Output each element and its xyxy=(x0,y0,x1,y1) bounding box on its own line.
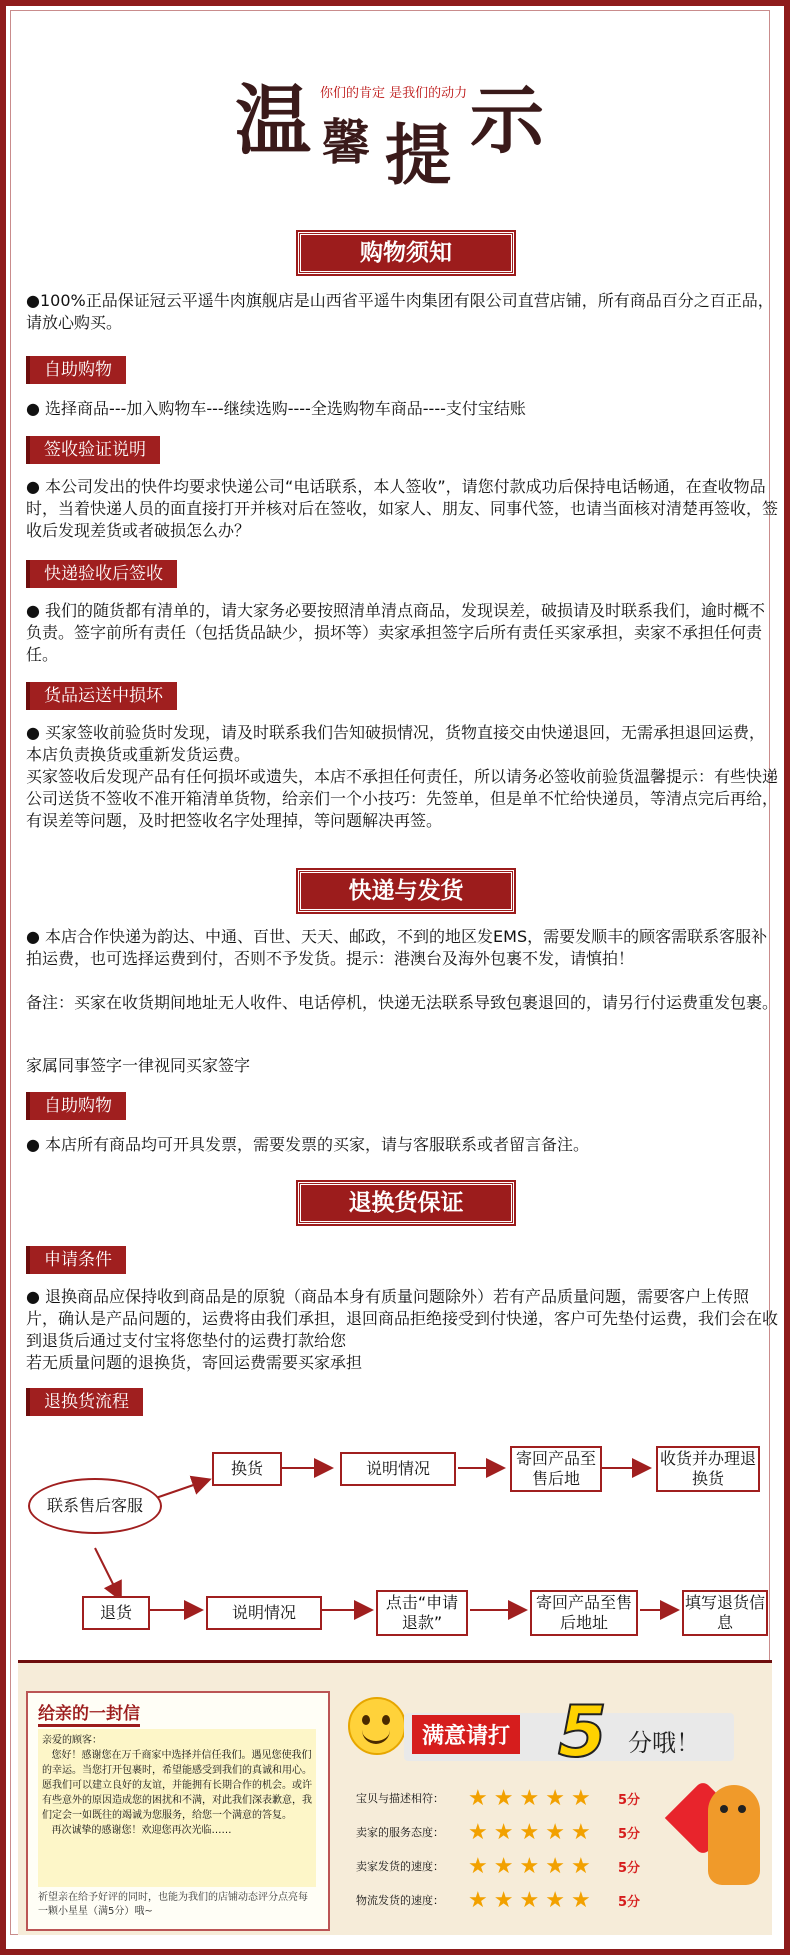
stars-icon: ★ ★ ★ ★ ★ xyxy=(468,1819,591,1845)
mascot-icon xyxy=(708,1785,760,1885)
title-char-3: 提 xyxy=(385,116,451,194)
rating-row xyxy=(356,1781,666,1815)
title-subtitle: 你们的肯定 是我们的动力 xyxy=(320,86,468,101)
letter-body: 亲爱的顾客： 您好！感谢您在万千商家中选择并信任我们。遇见您使我们的幸运。当您打开包裹时，希望能感受到我们的真诚和用心。愿我们可以建立良好的友谊，并能拥有长期合作的机会。或许有些意外的原因造成您的困扰和不满，对此我们深表歉意，我们定会一如既往的竭诚为您服务，给您一个满意的答复。 再次诚挚的感谢您！欢迎您再次光临…… xyxy=(38,1729,316,1887)
title-char-1: 温 xyxy=(235,76,311,165)
conditions-text: ● 退换商品应保持收到商品是的原貌（商品本身有质量问题除外）若有产品质量问题，需要客户上传照片，确认是产品问题的，运费将由我们承担，退回商品拒绝接受到付快递，客户可先垫付运费，我们会在收到退货后通过支付宝将您垫付的运费打款给您 xyxy=(26,1287,779,1350)
sign-tag: 签收验证说明 xyxy=(26,436,160,464)
damage-text-2: 买家签收后发现产品有任何损坏或遗失，本店不承担任何责任，所以请务必签收前验货温馨提示：有些快递公司送货不签收不准开箱清单货物，给亲们一个小技巧：先签单，但是单不忙给快递员，等清点完后再给，有误差等问题，及时把签收名字处理掉，等问题解决再签。 xyxy=(26,767,779,830)
shopping-banner: 购物须知 xyxy=(298,232,514,274)
rating-row xyxy=(356,1849,666,1883)
rating-big-number: 5 xyxy=(558,1691,607,1773)
flow-refund-4: 寄回产品至售后地址 xyxy=(530,1590,638,1636)
self-service-text: ● 选择商品---加入购物车---继续选购----全选购物车商品----支付宝结账 xyxy=(26,399,526,418)
rating-label: 卖家发货的速度： xyxy=(356,1860,444,1873)
invoice-text: ● 本店所有商品均可开具发票，需要发票的买家，请与客服联系或者留言备注。 xyxy=(26,1135,590,1154)
shopping-intro: ●100%正品保证冠云平遥牛肉旗舰店是山西省平遥牛肉集团有限公司直营店铺，所有商品百分之百正品，请放心购买。 xyxy=(26,291,774,332)
title-char-2: 馨 xyxy=(322,115,371,171)
letter-title: 给亲的一封信 xyxy=(38,1699,140,1727)
self-service-tag: 自助购物 xyxy=(26,356,126,384)
rating-title-pre: 满意请打 xyxy=(412,1715,520,1754)
conditions-text-2: 若无质量问题的退换货，寄回运费需要买家承担 xyxy=(26,1353,363,1372)
invoice-tag: 自助购物 xyxy=(26,1092,126,1120)
flow-refund-2: 说明情况 xyxy=(206,1596,322,1630)
letter-card xyxy=(26,1691,330,1931)
rating-title-post: 分哦！ xyxy=(628,1729,700,1757)
flow-exchange-2: 说明情况 xyxy=(340,1452,456,1486)
returns-banner: 退换货保证 xyxy=(298,1182,514,1224)
damage-tag: 货品运送中损坏 xyxy=(26,682,177,710)
rating-score: 5分 xyxy=(618,1826,641,1842)
delivery-text-1: ● 本店合作快递为韵达、中通、百世、天天、邮政，不到的地区发EMS，需要发顺丰的顾客需联系客服补拍运费，也可选择运费到付，否则不予发货。提示：港澳台及海外包裹不发，请慎拍！ xyxy=(26,927,768,968)
flow-exchange-3: 寄回产品至售后地 xyxy=(510,1446,602,1492)
stars-icon: ★ ★ ★ ★ ★ xyxy=(468,1853,591,1879)
rating-score: 5分 xyxy=(618,1792,641,1808)
inspect-text: ● 我们的随货都有清单的，请大家务必要按照清单清点商品，发现误差，破损请及时联系我们，逾时概不负责。签字前所有责任（包括货品缺少，损坏等）卖家承担签字后所有责任买家承担，卖家不承担任何责任。 xyxy=(26,601,766,664)
delivery-text-2: 备注：买家在收货期间地址无人收件、电话停机，快递无法联系导致包裹退回的，请另行付运费重发包裹。 xyxy=(26,993,779,1012)
rating-row xyxy=(356,1883,666,1917)
flow-tag: 退换货流程 xyxy=(26,1388,143,1416)
arrow-start-to-refund xyxy=(95,1548,120,1598)
title-char-4: 示 xyxy=(470,78,544,164)
letter-note: 祈望亲在给予好评的同时，也能为我们的店铺动态评分点亮每一颗小星星（满5分）哦~ xyxy=(38,1892,308,1917)
conditions-tag: 申请条件 xyxy=(26,1246,126,1274)
rating-label: 宝贝与描述相符： xyxy=(356,1792,444,1805)
flow-refund-5: 填写退货信息 xyxy=(682,1590,768,1636)
flow-exchange-4: 收货并办理退换货 xyxy=(656,1446,760,1492)
sign-text: ● 本公司发出的快件均要求快递公司“电话联系，本人签收”，请您付款成功后保持电话畅通，在查收物品时，当着快递人员的面直接打开并核对后在签收，如家人、朋友、同事代签，也请当面核对清楚再签收，签收后发现差货或者破损怎么办？ xyxy=(26,477,779,540)
rating-label: 卖家的服务态度： xyxy=(356,1826,444,1839)
flow-exchange-1: 换货 xyxy=(212,1452,282,1486)
flow-refund-3: 点击“申请退款” xyxy=(376,1590,468,1636)
rating-label: 物流发货的速度： xyxy=(356,1894,444,1907)
inspect-tag: 快递验收后签收 xyxy=(26,560,177,588)
damage-text: ● 买家签收前验货时发现，请及时联系我们告知破损情况，货物直接交由快递退回，无需承担退回运费，本店负责换货或重新发货运费。 xyxy=(26,723,766,764)
rating-score: 5分 xyxy=(618,1860,641,1876)
flow-start: 联系售后客服 xyxy=(28,1478,162,1534)
delivery-banner: 快递与发货 xyxy=(298,870,514,912)
rating-row xyxy=(356,1815,666,1849)
rating-list xyxy=(356,1781,666,1917)
flow-refund-1: 退货 xyxy=(82,1596,150,1630)
stars-icon: ★ ★ ★ ★ ★ xyxy=(468,1785,591,1811)
stars-icon: ★ ★ ★ ★ ★ xyxy=(468,1887,591,1913)
delivery-text-3: 家属同事签字一律视同买家签字 xyxy=(26,1056,251,1075)
rating-score: 5分 xyxy=(618,1894,641,1910)
footer-panel xyxy=(18,1660,772,1935)
smiley-icon xyxy=(348,1697,406,1755)
